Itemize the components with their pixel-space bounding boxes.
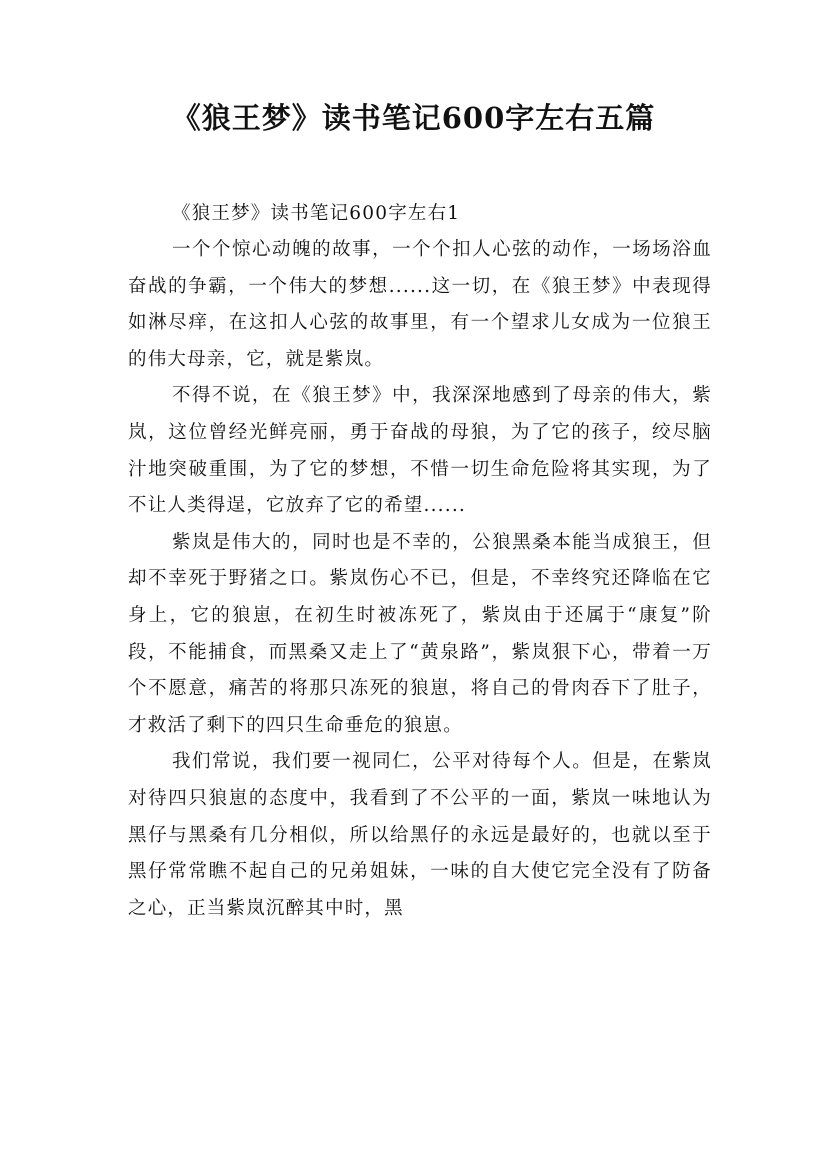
paragraph-4: 我们常说，我们要一视同仁，公平对待每个人。但是，在紫岚对待四只狼崽的态度中，我看到了不公平的一面，紫岚一味地认为黑仔与黑桑有几分相似，所以给黑仔的永远是最好的，也就以至于黑仔常常瞧不起自己的兄弟姐妹，一味的自大使它完全没有了防备之心，正当紫岚沉醉其中时，黑 <box>128 751 712 919</box>
article-body <box>128 196 712 927</box>
paragraph-2: 不得不说，在《狼王梦》中，我深深地感到了母亲的伟大，紫岚，这位曾经光鲜亮丽，勇于奋战的母狼，为了它的孩子，绞尽脑汁地突破重围，为了它的梦想，不惜一切生命危险将其实现，为了不让人类得逞，它放弃了它的希望...... <box>128 385 712 517</box>
section-heading: 《狼王梦》读书笔记600字左右1 <box>172 203 461 224</box>
document-title: 《狼王梦》读书笔记600字左右五篇 <box>171 101 656 135</box>
paragraph-3: 紫岚是伟大的，同时也是不幸的，公狼黑桑本能当成狼王，但却不幸死于野猪之口。紫岚伤心不已，但是，不幸终究还降临在它身上，它的狼崽，在初生时被冻死了，紫岚由于还属于“康复”阶段，不能捕食，而黑桑又走上了“黄泉路”，紫岚狠下心，带着一万个不愿意，痛苦的将那只冻死的狼崽，将自己的骨肉吞下了肚子，才救活了剩下的四只生命垂危的狼崽。 <box>128 531 712 736</box>
paragraph-1: 一个个惊心动魄的故事，一个个扣人心弦的动作，一场场浴血奋战的争霸，一个伟大的梦想......这一切，在《狼王梦》中表现得如淋尽痒，在这扣人心弦的故事里，有一个望求儿女成为一位狼王的伟大母亲，它，就是紫岚。 <box>128 239 712 370</box>
